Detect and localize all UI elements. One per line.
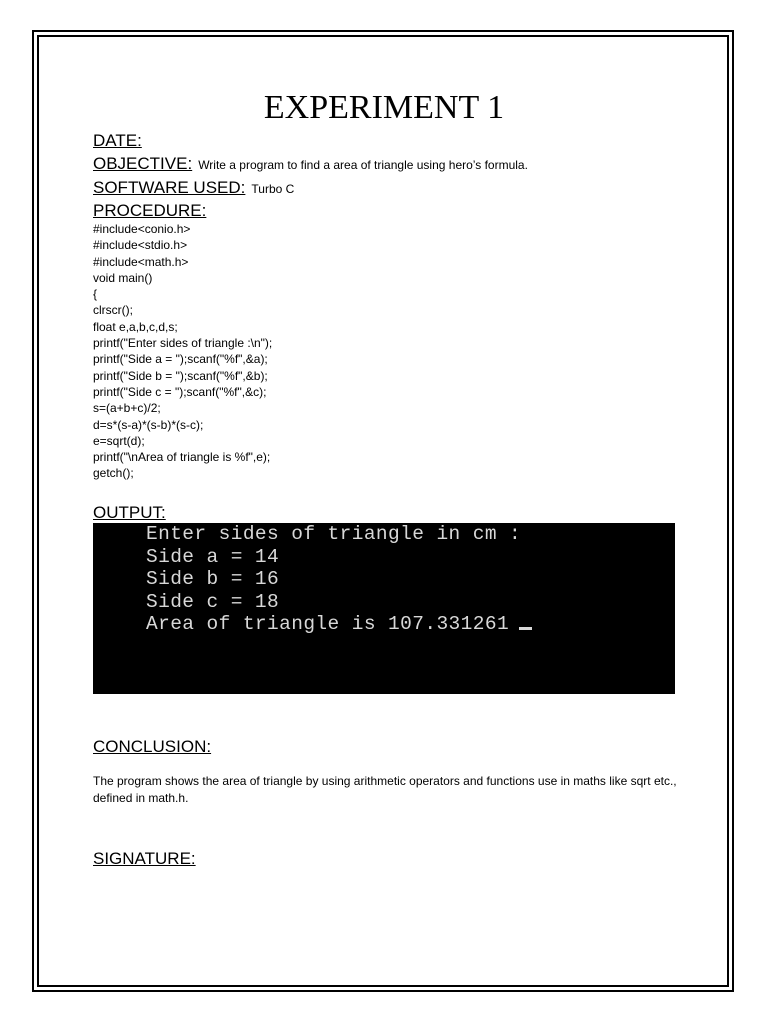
terminal-line: Side b = 16 <box>146 568 280 590</box>
code-line: s=(a+b+c)/2; <box>93 401 161 416</box>
objective-label: OBJECTIVE: <box>93 154 193 173</box>
page-title: EXPERIMENT 1 <box>263 89 505 126</box>
code-line: printf("Side b = ");scanf("%f",&b); <box>93 368 268 383</box>
code-line: #include<conio.h> <box>93 222 191 236</box>
terminal-line: Side a = 14 <box>146 545 280 568</box>
code-line: e=sqrt(d); <box>93 433 145 448</box>
software-label: SOFTWARE USED: <box>93 178 246 197</box>
objective-heading <box>93 153 528 176</box>
code-line: clrscr(); <box>93 303 133 318</box>
code-line: printf("Side a = ");scanf("%f",&a); <box>93 352 268 367</box>
output-label: OUTPUT: <box>93 503 166 522</box>
objective-text: Write a program to find a area of triangle using hero’s formula. <box>198 158 528 172</box>
code-line: printf("Enter sides of triangle :\n"); <box>93 336 273 351</box>
code-line: float e,a,b,c,d,s; <box>93 319 178 334</box>
terminal-line: Area of triangle is 107.331261 <box>146 613 510 635</box>
terminal-cursor <box>519 627 532 630</box>
code-line: { <box>93 287 98 302</box>
code-line: #include<math.h> <box>93 254 189 269</box>
code-line: void main() <box>93 270 153 285</box>
procedure-code <box>93 221 272 482</box>
software-text: Turbo C <box>251 182 295 196</box>
terminal-line: Enter sides of triangle in cm : <box>146 523 522 545</box>
conclusion-heading <box>93 736 211 758</box>
code-line: getch(); <box>93 466 134 481</box>
signature-heading <box>93 848 196 870</box>
code-line: printf("\nArea of triangle is %f",e); <box>93 450 271 465</box>
procedure-label: PROCEDURE: <box>93 201 207 220</box>
terminal-line: Side c = 18 <box>146 590 280 613</box>
software-heading <box>93 177 294 200</box>
date-heading <box>93 130 142 152</box>
output-heading <box>93 502 166 524</box>
procedure-heading <box>93 200 206 222</box>
signature-label: SIGNATURE: <box>93 849 196 868</box>
conclusion-label: CONCLUSION: <box>93 737 212 756</box>
terminal-last-line <box>146 613 675 636</box>
output-terminal-screenshot <box>93 523 675 694</box>
conclusion-text: The program shows the area of triangle by using arithmetic operators and functions use in maths like sqrt etc., defined in math.h. <box>93 774 677 805</box>
date-label: DATE: <box>93 131 142 150</box>
code-line: printf("Side c = ");scanf("%f",&c); <box>93 384 267 399</box>
code-line: d=s*(s-a)*(s-b)*(s-c); <box>93 417 204 432</box>
code-line: #include<stdio.h> <box>93 238 188 253</box>
